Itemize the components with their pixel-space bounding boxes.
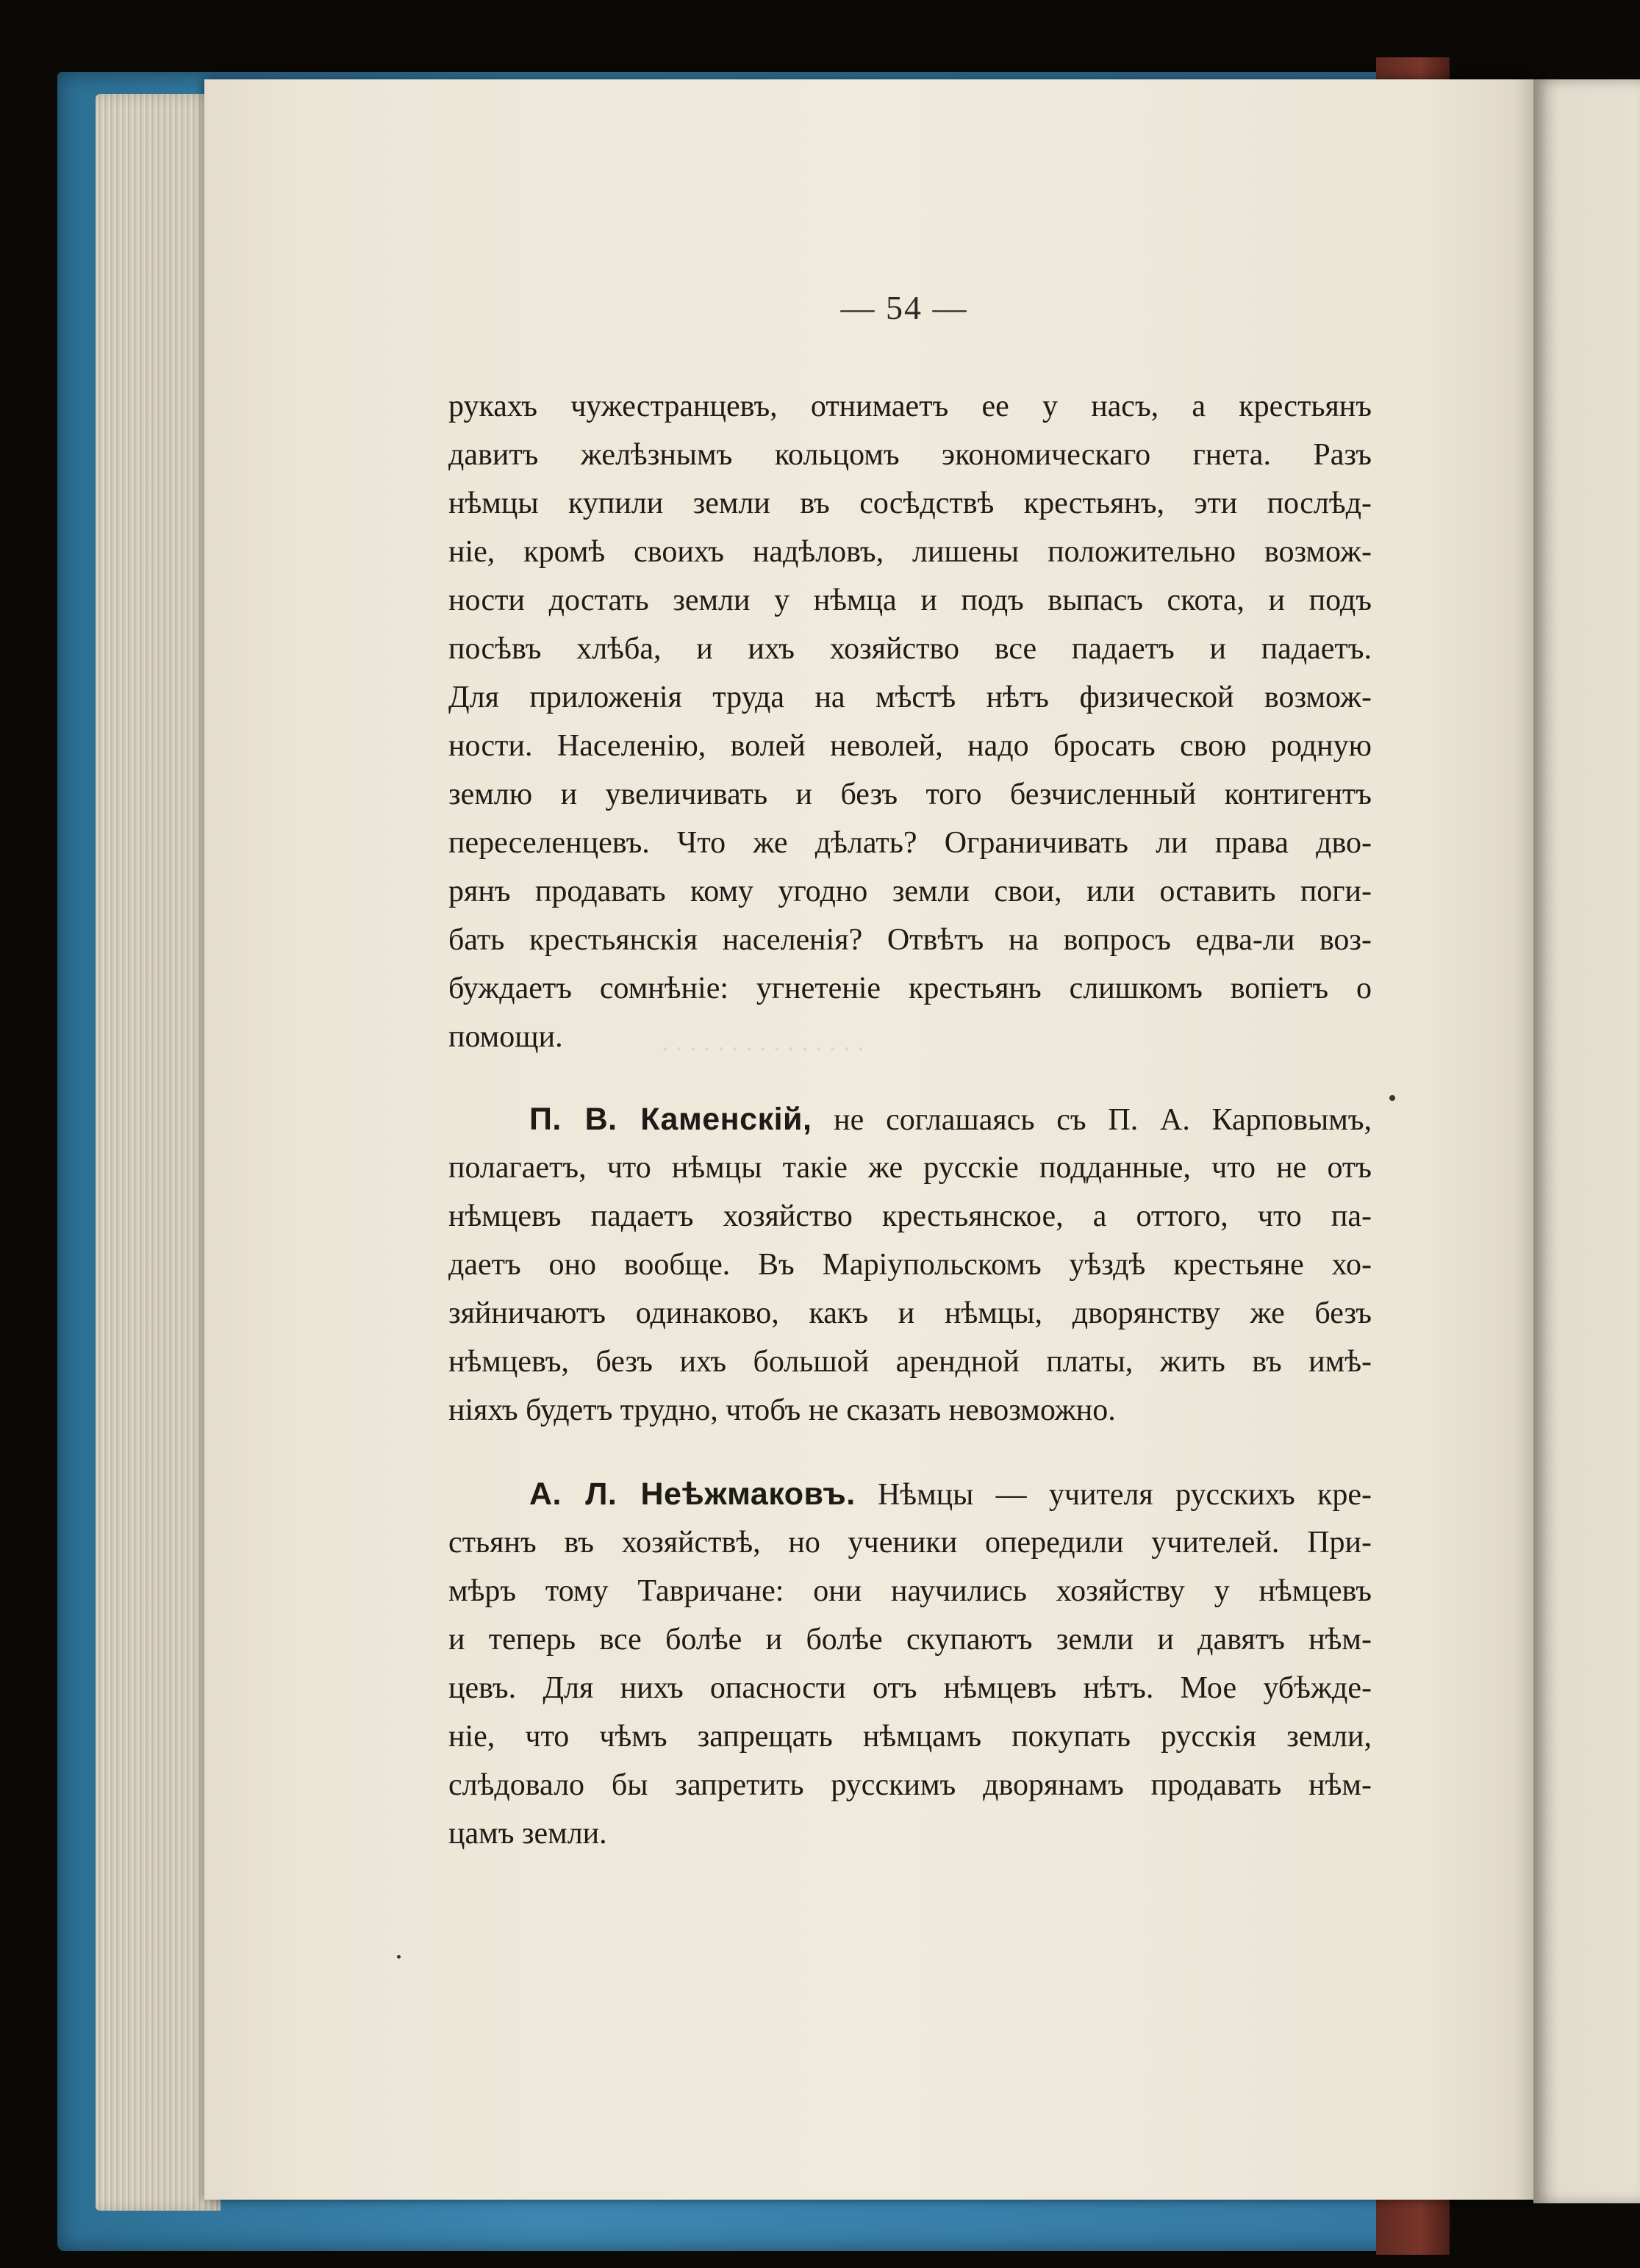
text-line: рянъ продавать кому угодно земли свои, или оставить поги- (448, 875, 1372, 908)
text-line: переселенцевъ. Что же дѣлать? Ограничивать ли права дво- (448, 826, 1372, 860)
text-line: нiе, кромѣ своихъ надѣловъ, лишены положительно возмож- (448, 535, 1372, 569)
text-line: буждаетъ сомнѣнiе: угнетенiе крестьянъ слишкомъ вопiетъ о (448, 972, 1372, 1005)
text-line: Для приложенiя труда на мѣстѣ нѣтъ физической возмож- (448, 681, 1372, 714)
paper-speck (1389, 1095, 1395, 1101)
text-line: ности. Населенiю, волей неволей, надо бросать свою родную (448, 729, 1372, 763)
text-line: стьянъ въ хозяйствѣ, но ученики опередили учителей. При- (448, 1526, 1372, 1560)
text-line: цамъ земли. (448, 1817, 607, 1851)
text-line: посѣвъ хлѣба, и ихъ хозяйство все падаетъ и падаетъ. (448, 632, 1372, 666)
text-line: зяйничаютъ одинаково, какъ и нѣмцы, дворянству же безъ (448, 1296, 1372, 1330)
speaker-name: П. В. Каменскiй, (529, 1102, 812, 1137)
paragraph-1 (448, 382, 1372, 1061)
text-line: слѣдовало бы запретить русскимъ дворянамъ продавать нѣм- (448, 1768, 1372, 1802)
text-line (448, 1470, 1372, 1518)
page-number: — 54 — (840, 289, 968, 326)
text-line: мѣръ тому Тавричане: они научились хозяйству у нѣмцевъ (448, 1574, 1372, 1608)
text-line: цевъ. Для нихъ опасности отъ нѣмцевъ нѣтъ. Мое убѣжде- (448, 1671, 1372, 1705)
text-line: бать крестьянскiя населенiя? Отвѣтъ на вопросъ едва-ли воз- (448, 923, 1372, 957)
paragraph-3 (448, 1470, 1372, 1858)
text-fragment: Нѣмцы — учителя русскихъ кре- (855, 1478, 1372, 1512)
text-line: рукахъ чужестранцевъ, отнимаетъ ее у насъ, а крестьянъ (448, 390, 1372, 423)
text-line: полагаетъ, что нѣмцы такiе же русскiе подданные, что не отъ (448, 1151, 1372, 1185)
text-fragment: не соглашаясь съ П. А. Карповымъ, (812, 1103, 1372, 1137)
page-edges (96, 94, 221, 2211)
text-line: даетъ оно вообще. Въ Марiупольскомъ уѣздѣ крестьяне хо- (448, 1248, 1372, 1282)
text-line: помощи. (448, 1020, 563, 1054)
text-line (448, 1095, 1372, 1144)
speaker-name: А. Л. Неѣжмаковъ. (529, 1476, 856, 1512)
text-line: ности достать земли у нѣмца и подъ выпасъ скота, и подъ (448, 584, 1372, 617)
next-page-edge (1533, 79, 1640, 2203)
text-line: нѣмцы купили земли въ сосѣдствѣ крестьянъ, эти послѣд- (448, 487, 1372, 520)
text-line: нiяхъ будетъ трудно, чтобъ не сказать невозможно. (448, 1393, 1116, 1427)
text-line: и теперь все болѣе и болѣе скупаютъ земли и давятъ нѣм- (448, 1623, 1372, 1657)
text-line: нѣмцевъ, безъ ихъ большой арендной платы, жить въ имѣ- (448, 1345, 1372, 1379)
text-line: нiе, что чѣмъ запрещать нѣмцамъ покупать русскiя земли, (448, 1720, 1372, 1754)
paper-speck (397, 1955, 401, 1959)
text-line: давитъ желѣзнымъ кольцомъ экономическаго гнета. Разъ (448, 438, 1372, 472)
bleed-through: . . . . . . . . . . . . . . . (662, 1026, 864, 1057)
text-line: землю и увеличивать и безъ того безчисленный контигентъ (448, 778, 1372, 811)
paragraph-2 (448, 1095, 1372, 1435)
text-line: нѣмцевъ падаетъ хозяйство крестьянское, а оттого, что па- (448, 1199, 1372, 1233)
